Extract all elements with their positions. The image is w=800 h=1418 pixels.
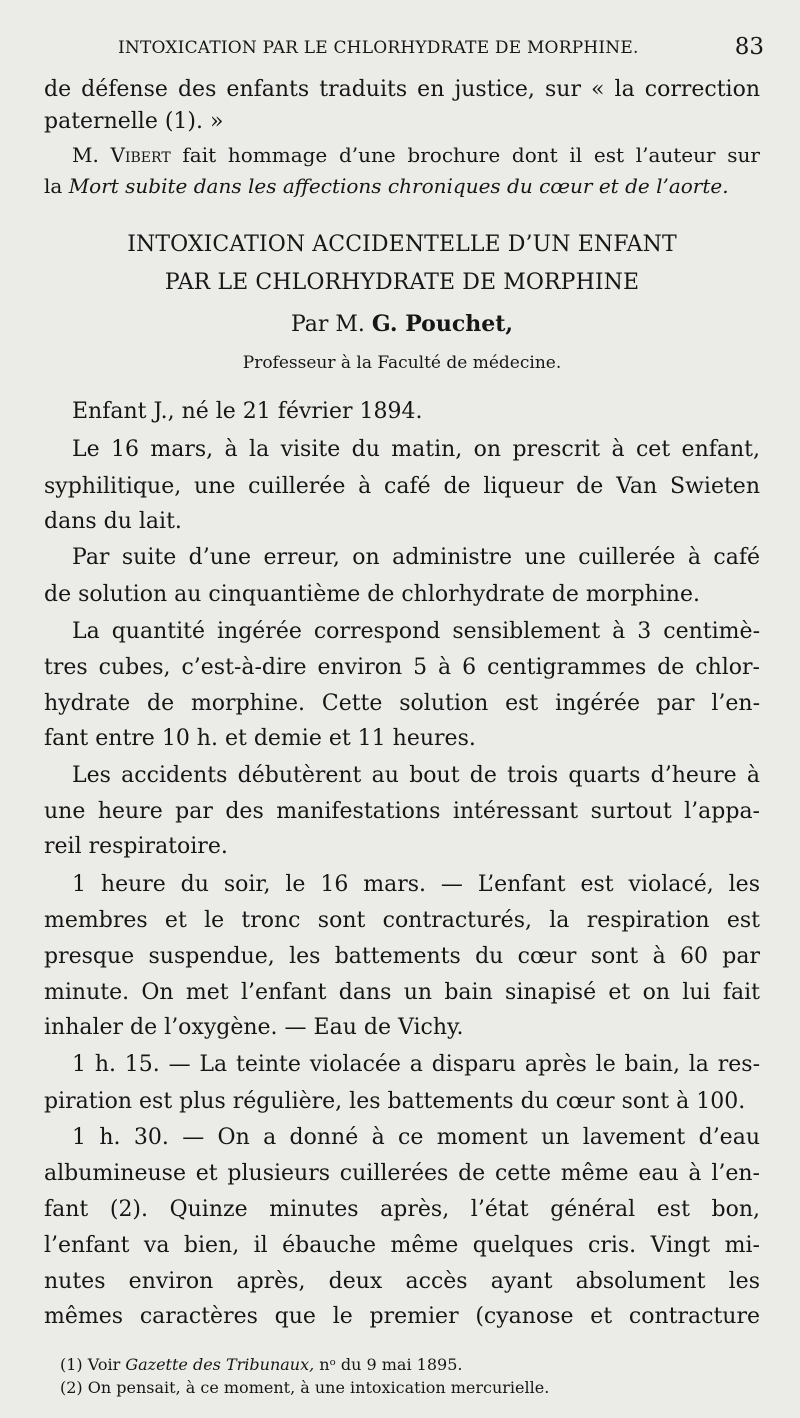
body-line: reil respiratoire.	[44, 834, 228, 859]
text-line: de défense des enfants traduits en justice, sur « la correction	[44, 77, 760, 102]
body-line: albumineuse et plusieurs cuillerées de cette même eau à l’en-	[44, 1161, 760, 1186]
author-affiliation: Professeur à la Faculté de médecine.	[242, 353, 562, 373]
author-name: G. Pouchet,	[371, 311, 514, 337]
body-line: Le 16 mars, à la visite du matin, on prescrit à cet enfant,	[72, 437, 760, 462]
footnote-1	[60, 1354, 760, 1376]
vibert-line1-rest: fait hommage d’une brochure dont il est l’auteur sur	[170, 143, 760, 167]
vibert-brochure-title: Mort subite dans les affections chroniques du cœur et de l’aorte.	[68, 174, 729, 198]
author-prefix: Par M.	[290, 312, 372, 337]
footnote-1-start: (1) Voir	[60, 1355, 126, 1374]
vibert-line-1	[72, 141, 760, 169]
body-line: membres et le tronc sont contracturés, la respiration est	[44, 908, 760, 933]
page-number: 83	[734, 34, 764, 60]
body-line: Les accidents débutèrent au bout de trois quarts d’heure à	[72, 763, 760, 788]
body-line: presque suspendue, les battements du cœur sont à 60 par	[44, 944, 760, 969]
body-line: 1 h. 15. — La teinte violacée a disparu après le bain, la res-	[72, 1052, 760, 1077]
vibert-name: Vibert	[110, 143, 171, 167]
body-line: mêmes caractères que le premier (cyanose et contracture	[44, 1304, 760, 1329]
body-line: dans du lait.	[44, 509, 182, 534]
body-line: minute. On met l’enfant dans un bain sinapisé et on lui fait	[44, 980, 760, 1005]
article-title-line-1: INTOXICATION ACCIDENTELLE D’UN ENFANT	[127, 232, 677, 257]
running-head	[118, 34, 764, 64]
vibert-line-2	[44, 172, 760, 200]
article-title-line-2: PAR LE CHLORHYDRATE DE MORPHINE	[164, 270, 640, 295]
footnote-1-source: Gazette des Tribunaux,	[125, 1355, 315, 1374]
running-title: INTOXICATION PAR LE CHLORHYDRATE DE MORPHINE.	[118, 38, 639, 58]
text-line: paternelle (1). »	[44, 109, 224, 134]
body-line: tres cubes, c’est-à-dire environ 5 à 6 centigrammes de chlor-	[44, 655, 760, 680]
footnote-1-end: nᵒ du 9 mai 1895.	[314, 1355, 463, 1374]
body-line: une heure par des manifestations intéressant surtout l’appa-	[44, 799, 760, 824]
body-line: l’enfant va bien, il ébauche même quelques cris. Vingt mi-	[44, 1233, 760, 1258]
body-line: de solution au cinquantième de chlorhydrate de morphine.	[44, 582, 700, 607]
body-line: nutes environ après, deux accès ayant absolument les	[44, 1269, 760, 1294]
body-line: hydrate de morphine. Cette solution est ingérée par l’en-	[44, 691, 760, 716]
body-line: Enfant J., né le 21 février 1894.	[72, 399, 423, 424]
body-line: Par suite d’une erreur, on administre une cuillerée à café	[72, 545, 760, 570]
footnote-2: (2) On pensait, à ce moment, à une intoxication mercurielle.	[60, 1378, 550, 1397]
vibert-line2-start: la	[44, 174, 69, 198]
body-line: La quantité ingérée correspond sensiblement à 3 centimè-	[72, 619, 760, 644]
body-line: 1 heure du soir, le 16 mars. — L’enfant est violacé, les	[72, 872, 760, 897]
body-line: piration est plus régulière, les battements du cœur sont à 100.	[44, 1089, 746, 1114]
body-line: fant entre 10 h. et demie et 11 heures.	[44, 726, 476, 751]
body-line: inhaler de l’oxygène. — Eau de Vichy.	[44, 1015, 464, 1040]
article-author	[44, 310, 760, 339]
body-line: fant (2). Quinze minutes après, l’état général est bon,	[44, 1197, 760, 1222]
body-line: syphilitique, une cuillerée à café de liqueur de Van Swieten	[44, 474, 760, 499]
vibert-prefix: M.	[72, 143, 111, 167]
body-line: 1 h. 30. — On a donné à ce moment un lavement d’eau	[72, 1125, 760, 1150]
